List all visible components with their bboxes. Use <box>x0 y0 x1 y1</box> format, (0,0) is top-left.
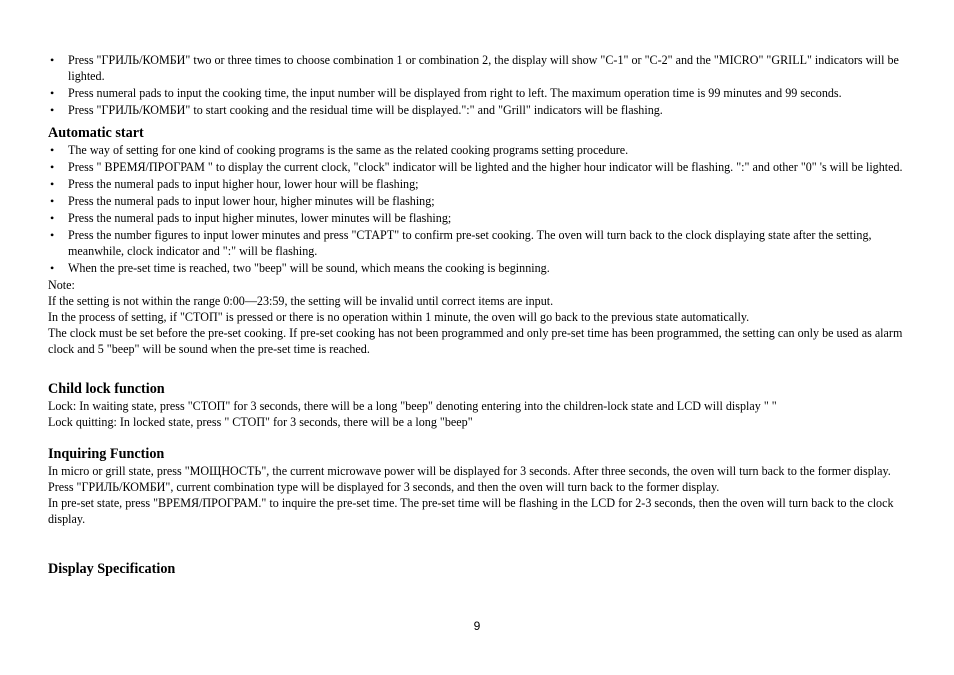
intro-bullet-list <box>48 52 908 118</box>
inquiring-line: In pre-set state, press "ВРЕМЯ/ПРОГРАМ." to inquire the pre-set time. The pre-set time will be flashing in the LCD for 2-3 seconds, then the oven will turn back to the clock display. <box>48 496 894 526</box>
list-item-text: Press "ГРИЛЬ/КОМБИ" to start cooking and the residual time will be displayed.":" and "Grill" indicators will be flashing. <box>68 103 663 117</box>
list-item <box>48 142 908 158</box>
list-item-text: Press numeral pads to input the cooking time, the input number will be displayed from right to left. The maximum operation time is 99 minutes and 99 seconds. <box>68 86 842 100</box>
bullet-icon: • <box>50 261 55 275</box>
note-label: Note: <box>48 278 75 292</box>
bullet-icon: • <box>50 160 55 174</box>
list-item <box>48 193 908 209</box>
list-item <box>48 210 908 226</box>
bullet-icon: • <box>50 103 55 117</box>
child-lock-line: Lock: In waiting state, press "СТОП" for 3 seconds, there will be a long "beep" denoting entering into the children-lock state and LCD will display " " <box>48 399 777 413</box>
list-item <box>48 52 908 84</box>
display-specification-heading: Display Specification <box>48 561 176 577</box>
automatic-start-heading: Automatic start <box>48 125 144 141</box>
list-item <box>48 159 908 175</box>
list-item-text: When the pre-set time is reached, two "beep" will be sound, which means the cooking is beginning. <box>68 261 550 275</box>
list-item <box>48 227 908 259</box>
document-page <box>48 52 908 578</box>
inquiring-function-heading: Inquiring Function <box>48 446 165 462</box>
list-item <box>48 102 908 118</box>
bullet-icon: • <box>50 143 55 157</box>
bullet-icon: • <box>50 194 55 208</box>
list-item-text: Press "ГРИЛЬ/КОМБИ" two or three times to choose combination 1 or combination 2, the display will show "C-1" or "C-2" and the "MICRO" "GRILL" indicators will be lighted. <box>68 53 899 83</box>
list-item <box>48 85 908 101</box>
page-number: 9 <box>473 619 481 633</box>
bullet-icon: • <box>50 228 55 242</box>
note-line: If the setting is not within the range 0:00—23:59, the setting will be invalid until correct items are input. <box>48 294 554 308</box>
note-line: The clock must be set before the pre-set cooking. If pre-set cooking has not been programmed and only pre-set time has been programmed, the setting can only be used as alarm clock and 5 "beep" will be sound when the pre-set time is reached. <box>48 326 903 356</box>
bullet-icon: • <box>50 53 55 67</box>
list-item <box>48 260 908 276</box>
automatic-start-bullet-list <box>48 142 908 276</box>
child-lock-line: Lock quitting: In locked state, press " СТОП" for 3 seconds, there will be a long "beep" <box>48 415 473 429</box>
child-lock-heading: Child lock function <box>48 381 165 397</box>
list-item-text: Press the numeral pads to input higher hour, lower hour will be flashing; <box>68 177 419 191</box>
list-item-text: Press the numeral pads to input higher minutes, lower minutes will be flashing; <box>68 211 452 225</box>
list-item <box>48 176 908 192</box>
list-item-text: Press the numeral pads to input lower hour, higher minutes will be flashing; <box>68 194 435 208</box>
bullet-icon: • <box>50 211 55 225</box>
bullet-icon: • <box>50 177 55 191</box>
list-item-text: Press " ВРЕМЯ/ПРОГРАМ " to display the current clock, "clock" indicator will be lighted and the higher hour indicator will be flashing. ":" and other "0" 's will be lighted. <box>68 160 903 174</box>
inquiring-line: In micro or grill state, press "МОЩНОСТЬ", the current microwave power will be displayed for 3 seconds. After three seconds, the oven will turn back to the former display. Press "ГРИЛЬ/КОМБИ", current combination type will be displayed for 3 seconds, and then the oven will turn back to the former display. <box>48 464 891 494</box>
list-item-text: The way of setting for one kind of cooking programs is the same as the related cooking programs setting procedure. <box>68 143 629 157</box>
note-line: In the process of setting, if "СТОП" is pressed or there is no operation within 1 minute, the oven will go back to the previous state automatically. <box>48 310 750 324</box>
bullet-icon: • <box>50 86 55 100</box>
list-item-text: Press the number figures to input lower minutes and press "СТАРТ" to confirm pre-set cooking. The oven will turn back to the clock displaying state after the setting, meanwhile, clock indicator and ":" will be flashing. <box>68 228 872 258</box>
